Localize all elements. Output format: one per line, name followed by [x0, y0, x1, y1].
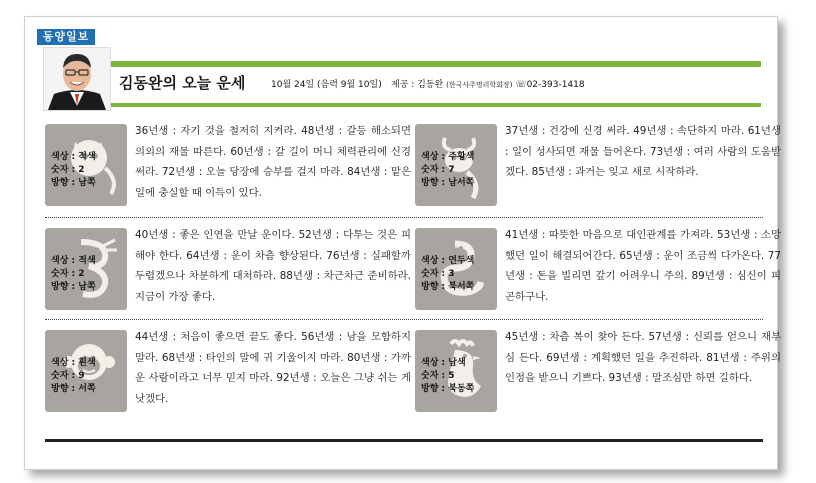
direction-attr: 방향 : 남쪽 — [51, 282, 96, 292]
fortune-cell-ox — [415, 121, 781, 207]
color-attr: 색상 : 적색 — [51, 152, 96, 162]
number-attr: 숫자 : 5 — [421, 371, 455, 381]
attribute-list — [51, 357, 96, 396]
header-rule-bottom — [111, 103, 761, 107]
direction-attr: 방향 : 북서쪽 — [421, 282, 475, 292]
fortune-cell-monkey — [45, 327, 411, 413]
fortune-text: 37년생 : 건강에 신경 써라. 49년생 : 속단하지 마라. 61년생 : 일이 성사되면 재물 들어온다. 73년생 : 여러 사람의 도움받겠다. 85년생 : 과거는 잊고 새로 시작하라. — [505, 125, 781, 178]
row-divider — [45, 217, 763, 218]
direction-attr: 방향 : 서쪽 — [51, 384, 96, 394]
bottom-rule — [45, 439, 763, 442]
direction-attr: 방향 : 남서쪽 — [421, 178, 475, 188]
attribute-list — [421, 151, 474, 190]
fortune-cell-rooster — [415, 327, 781, 413]
fortune-text: 45년생 : 차츰 복이 찾아 든다. 57년생 : 신뢰를 얻으니 재부심 든다. 69년생 : 계획했던 일을 추진하라. 81년생 : 주위의 인정을 받으니 기쁘다. 93년생 : 말조심만 하면 길하다. — [505, 331, 781, 384]
author-photo — [43, 47, 111, 111]
provider-label — [391, 77, 585, 90]
number-attr: 숫자 : 2 — [51, 165, 85, 175]
fortune-text: 44년생 : 처음이 좋으면 끝도 좋다. 56년생 : 남을 모함하지 말라. 68년생 : 타인의 말에 귀 기울이지 마라. 80년생 : 가까운 사람이라고 너무 믿지 마라. 92년생 : 오늘은 그냥 쉬는 게 낫겠다. — [135, 331, 411, 405]
header-rule-top — [111, 61, 761, 67]
color-attr: 색상 : 연두색 — [421, 256, 475, 266]
author-name: 김동완 — [119, 74, 163, 92]
number-attr: 숫자 : 7 — [421, 165, 455, 175]
row-divider — [45, 319, 763, 320]
color-attr: 색상 : 주황색 — [421, 152, 475, 162]
attribute-list — [421, 255, 474, 294]
fortune-text: 41년생 : 따뜻한 마음으로 대인관계를 가져라. 53년생 : 소망했던 일이 해결되어간다. 65년생 : 운이 조금씩 다가온다. 77년생 : 돈을 빌리면 갚기 어려우니 주의. 89년생 : 심신이 피곤하구나. — [505, 229, 781, 303]
page-title — [119, 72, 245, 93]
direction-attr: 방향 : 남쪽 — [51, 178, 96, 188]
newspaper-clipping — [24, 16, 781, 470]
number-attr: 숫자 : 3 — [421, 269, 455, 279]
phone-number: 02-393-1418 — [526, 80, 585, 90]
number-attr: 숫자 : 2 — [51, 269, 85, 279]
attribute-list — [421, 357, 474, 396]
number-attr: 숫자 : 9 — [51, 371, 85, 381]
attribute-list — [51, 255, 96, 294]
fortune-text: 40년생 : 좋은 인연을 만날 운이다. 52년생 : 다투는 것은 피해야 한다. 64년생 : 운이 차츰 향상된다. 76년생 : 실패할까 두렵겠으나 차분하게 대처하라. 88년생 : 차근차근 준비하라. 지금이 가장 좋다. — [135, 229, 411, 303]
fortune-cell-rat — [45, 121, 411, 207]
color-attr: 색상 : 흰색 — [51, 358, 96, 368]
color-attr: 색상 : 남색 — [421, 358, 466, 368]
provider-org: (한국사주명리학회장) — [446, 81, 513, 89]
title-suffix: 의 오늘 운세 — [162, 74, 246, 92]
date-label: 10월 24일 (음력 9월 10일) — [271, 80, 382, 90]
fortune-cell-snake — [415, 225, 781, 311]
provider-name: 제공 : 김동완 — [391, 80, 444, 90]
phone-icon: ☏ — [515, 80, 527, 90]
direction-attr: 방향 : 북동쪽 — [421, 384, 475, 394]
brand-label: 동양일보 — [37, 29, 95, 45]
color-attr: 색상 : 적색 — [51, 256, 96, 266]
fortune-text: 36년생 : 자기 것을 철저히 지켜라. 48년생 : 갈등 해소되면 의외의 재물 따른다. 60년생 : 갈 길이 머니 체력관리에 신경 써라. 72년생 : 오늘 당장에 승부를 걸지 마라. 84년생 : 맡은 일에 충실할 때 이득이 있다. — [135, 125, 411, 199]
fortune-cell-dragon — [45, 225, 411, 311]
attribute-list — [51, 151, 96, 190]
